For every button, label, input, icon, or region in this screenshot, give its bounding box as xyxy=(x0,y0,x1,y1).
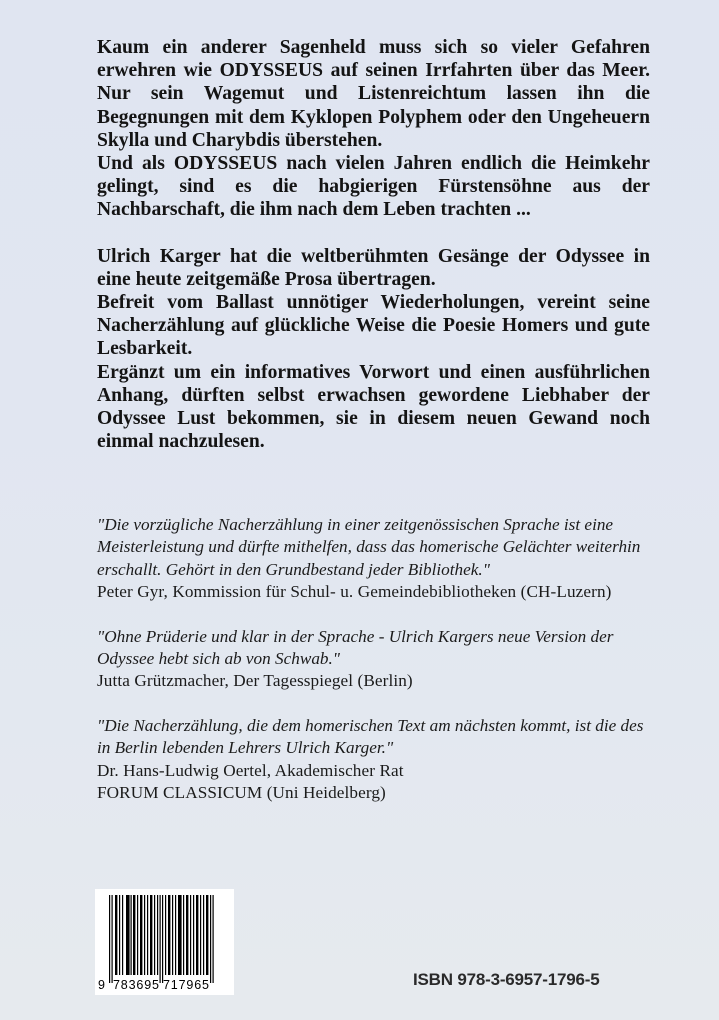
review xyxy=(97,715,657,805)
blurb-paragraph: Ulrich Karger hat die weltberühmten Gesänge der Odyssee in eine heute zeitgemäße Prosa übertragen. xyxy=(97,245,650,290)
barcode-group2: 717965 xyxy=(163,978,209,992)
barcode-group1: 783695 xyxy=(113,978,159,992)
review-quote: "Die Nacherzählung, die dem homerischen Text am nächsten kommt, ist die des in Berlin lebenden Lehrers Ulrich Karger." xyxy=(97,715,644,758)
review xyxy=(97,626,657,693)
isbn-barcode xyxy=(95,889,234,995)
paragraph-gap xyxy=(97,222,650,245)
blurb-paragraph: Und als ODYSSEUS nach vielen Jahren endlich die Heimkehr gelingt, sind es die habgierigen Fürstensöhne aus der Nachbarschaft, die ihm nach dem Leben trachten ... xyxy=(97,153,650,221)
review-quote: "Ohne Prüderie und klar in der Sprache - Ulrich Kargers neue Version der Odyssee hebt sich ab von Schwab." xyxy=(97,626,614,669)
review xyxy=(97,514,657,604)
blurb-paragraph: Ergänzt um ein informatives Vorwort und einen ausführlichen Anhang, dürften selbst erwachsen gewordene Liebhaber der Odyssee Lust bekommen, sie in diesem neuen Gewand noch einmal nachzulesen. xyxy=(97,361,650,453)
review-source-institution: FORUM CLASSICUM (Uni Heidelberg) xyxy=(97,783,386,803)
reviews-section xyxy=(97,514,657,826)
isbn-number: ISBN 978-3-6957-1796-5 xyxy=(413,970,600,989)
review-source: Dr. Hans-Ludwig Oertel, Akademischer Rat xyxy=(97,760,404,780)
blurb-paragraph: Befreit vom Ballast unnötiger Wiederholungen, vereint seine Nacherzählung auf glückliche Weise die Poesie Homers und gute Lesbarkeit. xyxy=(97,292,650,360)
blurb-paragraph: Kaum ein anderer Sagenheld muss sich so vieler Gefahren erwehren wie ODYSSEUS auf seinen Irrfahrten über das Meer. Nur sein Wagemut und Listenreichtum lassen ihn die Begegnungen mit dem Kyklopen Polyphem oder den Ungeheuern Skylla und Charybdis überstehen. xyxy=(97,37,650,151)
review-source: Jutta Grützmacher, Der Tagesspiegel (Berlin) xyxy=(97,671,413,691)
review-source: Peter Gyr, Kommission für Schul- u. Gemeindebibliotheken (CH-Luzern) xyxy=(97,582,612,602)
barcode-bars-icon xyxy=(95,889,234,995)
barcode-lead-digit: 9 xyxy=(98,978,105,992)
review-quote: "Die vorzügliche Nacherzählung in einer zeitgenössischen Sprache ist eine Meisterleistung und dürfte mithelfen, dass das homerische Gelächter weiterhin erschallt. Gehört in den Grundbestand jeder Bibliothek." xyxy=(97,515,641,579)
blurb-text xyxy=(97,36,650,453)
